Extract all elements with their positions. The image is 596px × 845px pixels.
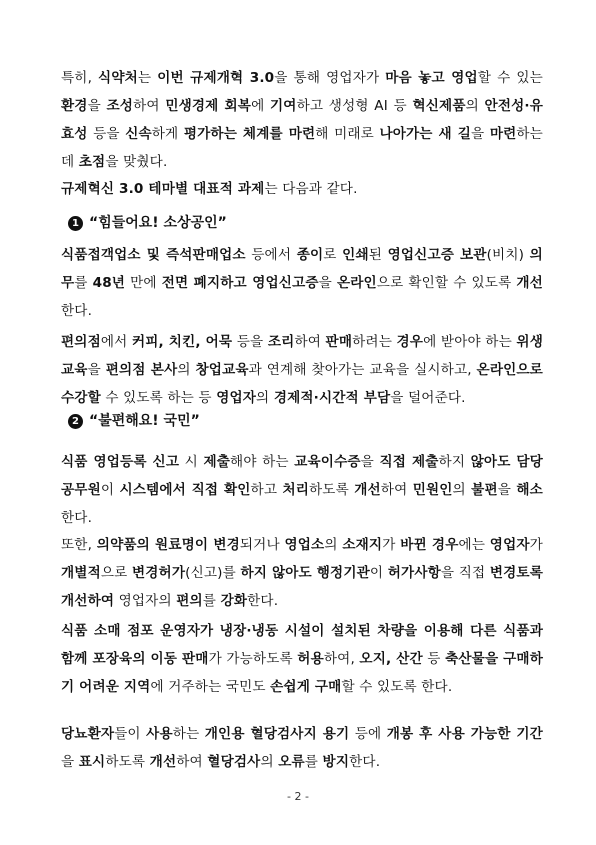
bold-text: 식품 소매 점포 운영자가 냉장·냉동 시설이 설치된 차량을 이용해 다른 식품과 함께 포장육의 이동 판매: [61, 623, 543, 667]
bold-text: 제출: [203, 454, 231, 470]
bold-text: 위생교육: [61, 334, 543, 378]
section-heading-small-business: [68, 209, 227, 237]
text: 을 맞췄다.: [105, 154, 168, 170]
bold-text: 당뇨환자: [61, 726, 115, 742]
bold-text: 온라인으로 수강할: [61, 362, 543, 406]
bold-text: 나아가는 새 길: [379, 126, 471, 142]
bold-text: 조리: [267, 334, 295, 350]
text: 만에: [125, 275, 162, 291]
text: 로: [323, 247, 343, 263]
text: 을: [360, 454, 380, 470]
text: 등에서: [245, 247, 297, 263]
bold-text: 처리: [282, 482, 310, 498]
bold-text: 마련: [489, 126, 517, 142]
text: 을: [61, 754, 79, 770]
bold-text: 편의점 본사: [105, 362, 178, 378]
paragraph-mobile-meat-sales: [61, 617, 543, 701]
text: 된: [368, 247, 388, 263]
bold-text: 하지 않아도 행정기관: [240, 565, 370, 581]
text: 을: [87, 98, 107, 114]
text: 영업자의: [114, 593, 177, 609]
text: 의: [465, 98, 485, 114]
bold-text: 판매: [325, 334, 353, 350]
bold-text: 기여: [270, 98, 297, 114]
text: 한다.: [247, 593, 279, 609]
paragraph-text: [61, 241, 543, 325]
text: 하여: [133, 98, 166, 114]
bold-text: 않아도 담당 공무원: [61, 454, 543, 498]
bold-text: 전면 폐지하고 영업신고증: [161, 275, 319, 291]
bold-text: 창업교육: [195, 362, 249, 378]
bold-text: 마음 놓고 영업: [385, 70, 478, 86]
bold-text: 커피, 치킨, 어묵: [131, 334, 233, 350]
bold-text: 의무: [61, 247, 543, 291]
paragraph-text: [61, 720, 543, 776]
bold-text: 규제혁신 3.0 테마별 대표적 과제: [61, 181, 265, 197]
bold-text: 혁신제품: [412, 98, 466, 114]
bold-text: 평가하는 체계를 마련: [183, 126, 316, 142]
text: 한다.: [61, 303, 93, 319]
paragraph-glucose-test: [61, 720, 543, 776]
text: 등을: [87, 126, 126, 142]
text: 할 수 있도록 한다.: [341, 679, 453, 695]
text: 하여: [294, 334, 326, 350]
text: 에 거주하는 국민도: [150, 679, 271, 695]
paragraph-text: [61, 64, 543, 176]
text: 가: [529, 537, 543, 553]
text: 에 받아야 하는: [423, 334, 517, 350]
bold-text: 식품 영업등록 신고: [61, 454, 180, 470]
bold-text: 식약처: [98, 70, 138, 86]
paragraph-drug-permit: [61, 531, 543, 615]
bold-text: 영업소: [284, 537, 325, 553]
bold-text: 개별적: [61, 565, 101, 581]
text: 하도록: [309, 482, 355, 498]
text: 하는데: [61, 126, 543, 170]
text: 해야 하는: [230, 454, 295, 470]
page-number: - 2 -: [287, 790, 309, 803]
circled-number-icon: 2: [68, 414, 83, 429]
bold-text: 개선: [149, 754, 177, 770]
bold-text: 경제적·시간적 부담: [273, 390, 391, 406]
text: 으로: [100, 565, 132, 581]
text: 하도록: [105, 754, 150, 770]
bold-text: 영업신고증 보관: [387, 247, 487, 263]
text: 등에: [349, 726, 387, 742]
bold-text: 영업자: [216, 390, 257, 406]
bold-text: 변경허가: [131, 565, 186, 581]
text: 을: [497, 482, 517, 498]
bold-text: 인쇄: [342, 247, 369, 263]
text: 하지: [438, 454, 471, 470]
paragraph-text: [61, 328, 543, 412]
bold-text: 민원인: [412, 482, 453, 498]
bold-text: 종이: [296, 247, 324, 263]
text: 하여: [380, 482, 413, 498]
bold-text: 바뀐 경우: [400, 537, 459, 553]
text: 등: [422, 651, 446, 667]
text: 과 연계해 찾아가는 교육을 실시하고,: [248, 362, 477, 378]
bold-text: 초점: [78, 154, 106, 170]
bold-text: 개인용 혈당검사지 용기: [204, 726, 350, 742]
text: 에는: [458, 537, 490, 553]
text: 해 미래로: [315, 126, 380, 142]
bold-text: 방지: [322, 754, 350, 770]
bold-text: 편의: [176, 593, 203, 609]
paragraph-text: [61, 617, 543, 701]
text: 의: [452, 482, 472, 498]
bold-text: 허가사항: [387, 565, 441, 581]
paragraph-text: [61, 531, 543, 615]
bold-text: 축산물을 구매하기 어려운 지역: [61, 651, 543, 695]
bold-text: 영업자: [489, 537, 530, 553]
circled-number-icon: 1: [68, 216, 83, 231]
bold-text: 개선: [354, 482, 381, 498]
text: 되거나: [239, 537, 285, 553]
text: 하여: [176, 754, 208, 770]
text: 을: [471, 126, 490, 142]
text: 시: [179, 454, 204, 470]
text: 는 다음과 같다.: [264, 181, 358, 197]
text: 한다.: [349, 754, 381, 770]
bold-text: 48년: [92, 275, 126, 291]
bold-text: 불편: [471, 482, 498, 498]
text: 특히,: [61, 70, 99, 86]
text: 을 덜어준다.: [390, 390, 466, 406]
paragraph-tasks-summary: [61, 175, 543, 203]
bold-text: 민생경제 회복: [165, 98, 252, 114]
bold-text: 교육이수증: [294, 454, 361, 470]
paragraph-intro: [61, 64, 543, 176]
text: 의: [324, 537, 343, 553]
text: 의: [260, 754, 279, 770]
text: 을: [87, 362, 106, 378]
bold-text: 혈당검사: [207, 754, 261, 770]
bold-text: 경우: [396, 334, 424, 350]
paragraph-convenience-store: [61, 328, 543, 412]
text: 의: [177, 362, 196, 378]
bold-text: 의약품의 원료명이 변경: [96, 537, 240, 553]
text: 이: [100, 482, 120, 498]
bold-text: 오류: [278, 754, 305, 770]
text: 을 직접: [440, 565, 490, 581]
text: 을: [318, 275, 337, 291]
text: 등을: [232, 334, 268, 350]
bold-text: 변경토록 개선하여: [61, 565, 543, 609]
text: 한다.: [61, 510, 93, 526]
text: 할 수 있는: [477, 70, 543, 86]
text: 하려는: [352, 334, 397, 350]
text: 들이: [114, 726, 147, 742]
text: 는: [137, 70, 158, 86]
text: 에서: [100, 334, 132, 350]
bold-text: 강화: [220, 593, 248, 609]
bold-text: 사용: [146, 726, 173, 742]
heading-text: “힘들어요! 소상공인”: [89, 215, 227, 231]
paragraph-text: [61, 175, 543, 203]
text: 의: [256, 390, 274, 406]
heading-text: “불편해요! 국민”: [89, 413, 200, 429]
text: 를: [202, 593, 221, 609]
text: 을 통해 영업자가: [274, 70, 386, 86]
bold-text: 손쉽게 구매: [270, 679, 342, 695]
bold-text: 오지, 산간: [359, 651, 423, 667]
bold-text: 식품접객업소 및 즉석판매업소: [61, 247, 246, 263]
bold-text: 시스템에서 직접 확인: [119, 482, 251, 498]
section-heading-citizens: [68, 407, 200, 435]
text: 이: [369, 565, 388, 581]
text: 수 있도록 하는 등: [100, 390, 217, 406]
bold-text: 신속: [125, 126, 152, 142]
paragraph-text: [61, 448, 543, 532]
bold-text: 이번 규제개혁 3.0: [157, 70, 275, 86]
text: 하고 생성형 AI 등: [296, 98, 413, 114]
bold-text: 온라인: [336, 275, 377, 291]
text: (신고)를: [185, 565, 241, 581]
bold-text: 조성: [106, 98, 134, 114]
bold-text: 소재지: [342, 537, 383, 553]
paragraph-food-registration: [61, 448, 543, 532]
bold-text: 허용: [297, 651, 324, 667]
text: 를: [74, 275, 93, 291]
text: (비치): [486, 247, 530, 263]
text: 가 가능하도록: [208, 651, 298, 667]
bold-text: 개봉 후 사용 가능한 기간: [386, 726, 543, 742]
bold-text: 개선: [516, 275, 543, 291]
text: 가: [382, 537, 401, 553]
text: 또한,: [61, 537, 97, 553]
text: 으로 확인할 수 있도록: [376, 275, 517, 291]
paragraph-business-license: [61, 241, 543, 325]
text: 를: [304, 754, 323, 770]
bold-text: 해소: [516, 482, 543, 498]
bold-text: 환경: [61, 98, 88, 114]
bold-text: 안전성·유효성: [61, 98, 543, 142]
text: 에: [251, 98, 270, 114]
text: 하는: [172, 726, 205, 742]
text: 하고: [250, 482, 283, 498]
text: 하여,: [323, 651, 360, 667]
bold-text: 직접 제출: [379, 454, 439, 470]
bold-text: 표시: [78, 754, 106, 770]
bold-text: 편의점: [61, 334, 101, 350]
text: 하게: [151, 126, 184, 142]
